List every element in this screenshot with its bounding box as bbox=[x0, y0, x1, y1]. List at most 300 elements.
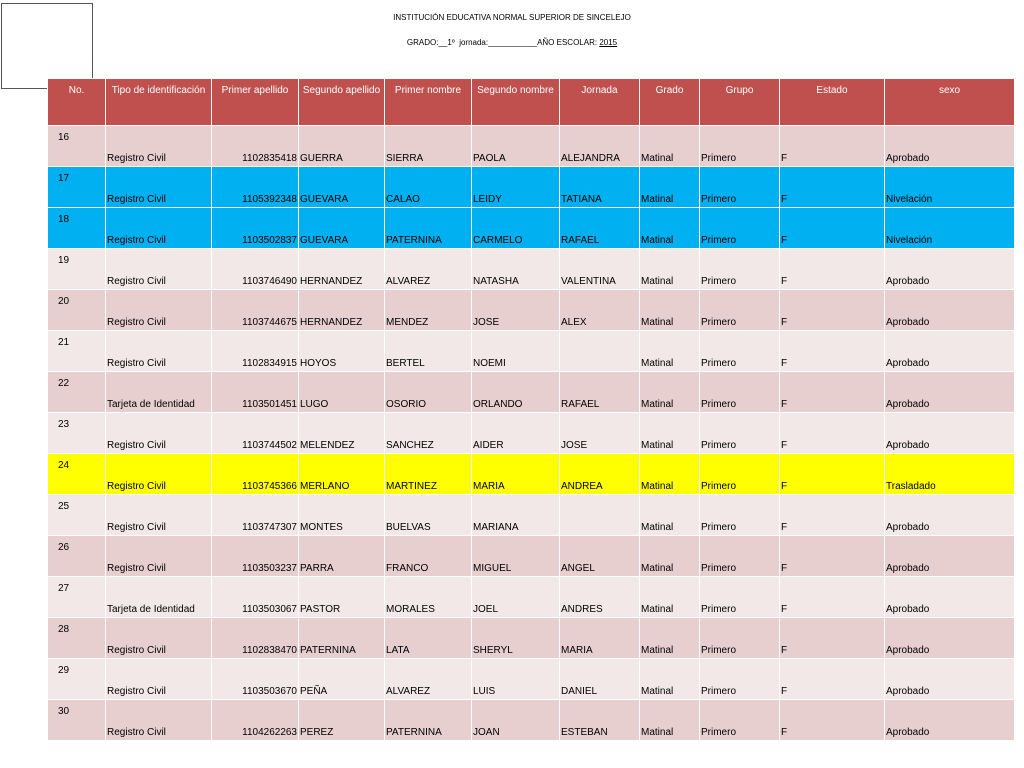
table-cell bbox=[700, 659, 780, 700]
grupo-value: F bbox=[781, 604, 788, 615]
id-number: 1103745366 bbox=[242, 481, 297, 492]
primer-apellido: GUEVARA bbox=[300, 194, 349, 205]
table-cell bbox=[780, 659, 885, 700]
table-cell bbox=[212, 167, 299, 208]
table-cell bbox=[212, 618, 299, 659]
col-header-estado: Estado bbox=[780, 79, 885, 126]
primer-nombre: JOSE bbox=[473, 317, 500, 328]
table-cell bbox=[700, 249, 780, 290]
grupo-value: F bbox=[781, 563, 788, 574]
table-cell bbox=[560, 700, 640, 741]
table-cell bbox=[212, 495, 299, 536]
table-cell bbox=[106, 331, 212, 372]
grupo-value: F bbox=[781, 686, 788, 697]
table-cell bbox=[299, 290, 385, 331]
table-cell bbox=[48, 126, 106, 167]
table-cell bbox=[106, 495, 212, 536]
id-number: 1103503067 bbox=[242, 604, 297, 615]
primer-nombre: JOEL bbox=[473, 604, 499, 615]
table-cell bbox=[700, 208, 780, 249]
table-cell bbox=[780, 372, 885, 413]
id-number: 1103746490 bbox=[242, 276, 297, 287]
table-cell bbox=[48, 700, 106, 741]
tipo-identificacion: Registro Civil bbox=[107, 276, 166, 287]
table-row bbox=[48, 372, 1015, 413]
grado-value: Primero bbox=[701, 153, 737, 164]
primer-nombre: PAOLA bbox=[473, 153, 506, 164]
table-cell bbox=[106, 413, 212, 454]
segundo-nombre: ANDRES bbox=[561, 604, 603, 615]
table-cell bbox=[299, 618, 385, 659]
table-cell bbox=[385, 126, 472, 167]
table-cell bbox=[780, 290, 885, 331]
primer-apellido: PARRA bbox=[300, 563, 334, 574]
table-cell bbox=[700, 577, 780, 618]
table-cell bbox=[385, 290, 472, 331]
table-row bbox=[48, 167, 1015, 208]
id-number: 1103503670 bbox=[242, 686, 297, 697]
table-cell bbox=[212, 454, 299, 495]
table-cell bbox=[640, 536, 700, 577]
segundo-apellido: BERTEL bbox=[386, 358, 425, 369]
table-cell bbox=[472, 618, 560, 659]
table-cell bbox=[885, 577, 1015, 618]
segundo-nombre: JOSE bbox=[561, 440, 588, 451]
segundo-nombre: ALEX bbox=[561, 317, 587, 328]
table-cell bbox=[299, 126, 385, 167]
jornada-value: Matinal bbox=[641, 276, 674, 287]
primer-nombre: MARIANA bbox=[473, 522, 519, 533]
row-number: 25 bbox=[58, 501, 70, 512]
grado-value: Primero bbox=[701, 604, 737, 615]
segundo-nombre: DANIEL bbox=[561, 686, 598, 697]
table-cell bbox=[106, 700, 212, 741]
table-cell bbox=[48, 659, 106, 700]
year-value: 2015 bbox=[599, 38, 618, 47]
table-cell bbox=[780, 167, 885, 208]
table-cell bbox=[385, 495, 472, 536]
row-number: 30 bbox=[58, 706, 70, 717]
table-cell bbox=[48, 577, 106, 618]
segundo-apellido: MORALES bbox=[386, 604, 435, 615]
segundo-nombre: MARIA bbox=[561, 645, 593, 656]
table-cell bbox=[385, 167, 472, 208]
grupo-value: F bbox=[781, 153, 788, 164]
jornada-value: Matinal bbox=[641, 645, 674, 656]
table-cell bbox=[885, 659, 1015, 700]
table-cell bbox=[885, 413, 1015, 454]
tipo-identificacion: Registro Civil bbox=[107, 194, 166, 205]
table-cell bbox=[640, 659, 700, 700]
table-row bbox=[48, 495, 1015, 536]
grupo-value: F bbox=[781, 358, 788, 369]
table-cell bbox=[212, 372, 299, 413]
tipo-identificacion: Registro Civil bbox=[107, 235, 166, 246]
estado-value: Nivelación bbox=[886, 194, 933, 205]
primer-apellido: GUEVARA bbox=[300, 235, 349, 246]
tipo-identificacion: Registro Civil bbox=[107, 645, 166, 656]
primer-apellido: MELENDEZ bbox=[300, 440, 355, 451]
table-cell bbox=[48, 331, 106, 372]
table-cell bbox=[299, 167, 385, 208]
row-number: 17 bbox=[58, 173, 70, 184]
primer-nombre: ORLANDO bbox=[473, 399, 523, 410]
grupo-value: F bbox=[781, 645, 788, 656]
grupo-value: F bbox=[781, 727, 788, 738]
grado-value: Primero bbox=[701, 194, 737, 205]
table-cell bbox=[48, 454, 106, 495]
table-cell bbox=[640, 126, 700, 167]
table-cell bbox=[299, 536, 385, 577]
table-cell bbox=[780, 208, 885, 249]
table-cell bbox=[560, 331, 640, 372]
primer-apellido: MERLANO bbox=[300, 481, 350, 492]
table-cell bbox=[106, 454, 212, 495]
table-cell bbox=[560, 618, 640, 659]
table-cell bbox=[106, 249, 212, 290]
estado-value: Aprobado bbox=[886, 604, 930, 615]
segundo-apellido: CALAO bbox=[386, 194, 420, 205]
table-cell bbox=[385, 454, 472, 495]
grado-value: Primero bbox=[701, 645, 737, 656]
primer-apellido: PATERNINA bbox=[300, 645, 356, 656]
table-cell bbox=[560, 413, 640, 454]
estado-value: Aprobado bbox=[886, 440, 930, 451]
estado-value: Trasladado bbox=[886, 481, 936, 492]
table-cell bbox=[212, 126, 299, 167]
estado-value: Nivelación bbox=[886, 235, 933, 246]
id-number: 1103503237 bbox=[242, 563, 297, 574]
tipo-identificacion: Registro Civil bbox=[107, 522, 166, 533]
table-cell bbox=[48, 249, 106, 290]
row-number: 26 bbox=[58, 542, 70, 553]
jornada-value: Matinal bbox=[641, 194, 674, 205]
table-cell bbox=[780, 126, 885, 167]
table-cell bbox=[48, 208, 106, 249]
table-cell bbox=[472, 536, 560, 577]
grade-value: 1º bbox=[447, 38, 455, 47]
table-cell bbox=[106, 126, 212, 167]
table-cell bbox=[299, 659, 385, 700]
table-cell bbox=[560, 659, 640, 700]
table-cell bbox=[106, 372, 212, 413]
grado-value: Primero bbox=[701, 399, 737, 410]
table-cell bbox=[299, 208, 385, 249]
year-label: AÑO ESCOLAR: bbox=[537, 38, 598, 47]
table-cell bbox=[212, 700, 299, 741]
table-cell bbox=[106, 290, 212, 331]
table-cell bbox=[385, 413, 472, 454]
grado-value: Primero bbox=[701, 686, 737, 697]
segundo-apellido: FRANCO bbox=[386, 563, 429, 574]
table-cell bbox=[472, 331, 560, 372]
table-cell bbox=[640, 454, 700, 495]
table-cell bbox=[560, 126, 640, 167]
table-cell bbox=[700, 536, 780, 577]
segundo-apellido: SIERRA bbox=[386, 153, 424, 164]
estado-value: Aprobado bbox=[886, 153, 930, 164]
table-cell bbox=[560, 167, 640, 208]
jornada-value: Matinal bbox=[641, 563, 674, 574]
id-number: 1103502837 bbox=[242, 235, 297, 246]
grupo-value: F bbox=[781, 235, 788, 246]
table-row bbox=[48, 331, 1015, 372]
table-cell bbox=[385, 372, 472, 413]
table-cell bbox=[299, 249, 385, 290]
row-number: 23 bbox=[58, 419, 70, 430]
col-header-grado: Grado bbox=[640, 79, 700, 126]
table-cell bbox=[885, 167, 1015, 208]
primer-nombre: MIGUEL bbox=[473, 563, 512, 574]
segundo-apellido: OSORIO bbox=[386, 399, 427, 410]
table-cell bbox=[700, 618, 780, 659]
table-cell bbox=[640, 495, 700, 536]
table-cell bbox=[299, 331, 385, 372]
segundo-nombre: ANDREA bbox=[561, 481, 603, 492]
table-header-row bbox=[48, 79, 1015, 126]
table-cell bbox=[885, 208, 1015, 249]
row-number: 27 bbox=[58, 583, 70, 594]
row-number: 20 bbox=[58, 296, 70, 307]
jornada-value: Matinal bbox=[641, 481, 674, 492]
table-cell bbox=[700, 331, 780, 372]
tipo-identificacion: Registro Civil bbox=[107, 440, 166, 451]
col-header-segundo-nombre: Segundo nombre bbox=[472, 79, 560, 126]
table-cell bbox=[780, 618, 885, 659]
tipo-identificacion: Tarjeta de Identidad bbox=[107, 399, 195, 410]
table-cell bbox=[560, 208, 640, 249]
estado-value: Aprobado bbox=[886, 645, 930, 656]
id-number: 1102838470 bbox=[242, 645, 297, 656]
table-cell bbox=[48, 413, 106, 454]
primer-apellido: HOYOS bbox=[300, 358, 337, 369]
table-cell bbox=[106, 208, 212, 249]
table-cell bbox=[700, 167, 780, 208]
segundo-nombre: RAFAEL bbox=[561, 235, 600, 246]
jornada-label: jornada: bbox=[459, 38, 489, 47]
col-header-jornada: Jornada bbox=[560, 79, 640, 126]
table-cell bbox=[885, 495, 1015, 536]
table-cell bbox=[48, 495, 106, 536]
table-cell bbox=[885, 700, 1015, 741]
table-cell bbox=[106, 577, 212, 618]
table-cell bbox=[472, 659, 560, 700]
grade-line bbox=[0, 38, 1024, 47]
table-cell bbox=[640, 413, 700, 454]
estado-value: Aprobado bbox=[886, 686, 930, 697]
primer-apellido: PEREZ bbox=[300, 727, 334, 738]
table-cell bbox=[472, 454, 560, 495]
row-number: 18 bbox=[58, 214, 70, 225]
id-number: 1102835418 bbox=[242, 153, 297, 164]
grupo-value: F bbox=[781, 317, 788, 328]
grado-value: Primero bbox=[701, 563, 737, 574]
primer-nombre: SHERYL bbox=[473, 645, 513, 656]
id-number: 1103744675 bbox=[242, 317, 297, 328]
id-number: 1103501451 bbox=[242, 399, 297, 410]
table-row bbox=[48, 413, 1015, 454]
table-cell bbox=[640, 167, 700, 208]
table-cell bbox=[385, 659, 472, 700]
primer-nombre: LUIS bbox=[473, 686, 496, 697]
table-cell bbox=[560, 290, 640, 331]
grado-value: Primero bbox=[701, 358, 737, 369]
estado-value: Aprobado bbox=[886, 317, 930, 328]
segundo-nombre: ESTEBAN bbox=[561, 727, 608, 738]
grado-value: Primero bbox=[701, 317, 737, 328]
id-number: 1103744502 bbox=[242, 440, 297, 451]
grupo-value: F bbox=[781, 440, 788, 451]
grupo-value: F bbox=[781, 522, 788, 533]
table-cell bbox=[472, 249, 560, 290]
table-cell bbox=[472, 167, 560, 208]
table-cell bbox=[472, 700, 560, 741]
table-row bbox=[48, 208, 1015, 249]
row-number: 19 bbox=[58, 255, 70, 266]
grupo-value: F bbox=[781, 399, 788, 410]
table-cell bbox=[48, 167, 106, 208]
table-cell bbox=[780, 700, 885, 741]
table-cell bbox=[640, 331, 700, 372]
table-cell bbox=[385, 536, 472, 577]
id-number: 1104262263 bbox=[242, 727, 297, 738]
table-cell bbox=[385, 331, 472, 372]
segundo-apellido: ALVAREZ bbox=[386, 276, 431, 287]
row-number: 16 bbox=[58, 132, 70, 143]
table-cell bbox=[299, 577, 385, 618]
segundo-apellido: LATA bbox=[386, 645, 410, 656]
table-cell bbox=[885, 290, 1015, 331]
col-header-primer-nombre: Primer nombre bbox=[385, 79, 472, 126]
table-cell bbox=[885, 454, 1015, 495]
table-cell bbox=[885, 536, 1015, 577]
primer-apellido: PASTOR bbox=[300, 604, 341, 615]
table-cell bbox=[106, 659, 212, 700]
table-cell bbox=[48, 290, 106, 331]
id-number: 1105392348 bbox=[242, 194, 297, 205]
segundo-apellido: MARTINEZ bbox=[386, 481, 437, 492]
primer-apellido: GUERRA bbox=[300, 153, 343, 164]
table-cell bbox=[700, 126, 780, 167]
segundo-apellido: PATERNINA bbox=[386, 727, 442, 738]
primer-apellido: HERNANDEZ bbox=[300, 276, 363, 287]
table-cell bbox=[700, 700, 780, 741]
table-cell bbox=[212, 290, 299, 331]
table-cell bbox=[780, 577, 885, 618]
table-cell bbox=[885, 331, 1015, 372]
table-cell bbox=[212, 577, 299, 618]
table-row bbox=[48, 577, 1015, 618]
table-row bbox=[48, 659, 1015, 700]
table-row bbox=[48, 700, 1015, 741]
table-cell bbox=[385, 249, 472, 290]
table-row bbox=[48, 249, 1015, 290]
tipo-identificacion: Registro Civil bbox=[107, 686, 166, 697]
table-cell bbox=[212, 413, 299, 454]
segundo-nombre: ANGEL bbox=[561, 563, 595, 574]
primer-apellido: MONTES bbox=[300, 522, 343, 533]
grado-value: Primero bbox=[701, 235, 737, 246]
segundo-apellido: MENDEZ bbox=[386, 317, 429, 328]
jornada-value: Matinal bbox=[641, 522, 674, 533]
table-cell bbox=[780, 413, 885, 454]
tipo-identificacion: Registro Civil bbox=[107, 563, 166, 574]
table-cell bbox=[780, 536, 885, 577]
tipo-identificacion: Registro Civil bbox=[107, 317, 166, 328]
table-cell bbox=[700, 372, 780, 413]
table-cell bbox=[472, 577, 560, 618]
jornada-value: Matinal bbox=[641, 686, 674, 697]
row-number: 22 bbox=[58, 378, 70, 389]
table-cell bbox=[700, 495, 780, 536]
student-table bbox=[47, 78, 1015, 741]
col-header-segundo-apellido: Segundo apellido bbox=[299, 79, 385, 126]
table-cell bbox=[780, 454, 885, 495]
table-cell bbox=[212, 536, 299, 577]
table-row bbox=[48, 290, 1015, 331]
table-cell bbox=[106, 536, 212, 577]
table-cell bbox=[48, 618, 106, 659]
table-cell bbox=[780, 331, 885, 372]
grado-value: Primero bbox=[701, 276, 737, 287]
grado-value: Primero bbox=[701, 481, 737, 492]
col-header-tipo: Tipo de identificación bbox=[106, 79, 212, 126]
table-cell bbox=[385, 618, 472, 659]
jornada-value: Matinal bbox=[641, 317, 674, 328]
primer-nombre: MARIA bbox=[473, 481, 505, 492]
primer-nombre: NATASHA bbox=[473, 276, 519, 287]
table-cell bbox=[472, 495, 560, 536]
jornada-value: Matinal bbox=[641, 399, 674, 410]
table-cell bbox=[299, 454, 385, 495]
row-number: 29 bbox=[58, 665, 70, 676]
table-cell bbox=[212, 659, 299, 700]
primer-apellido: HERNANDEZ bbox=[300, 317, 363, 328]
id-number: 1103747307 bbox=[242, 522, 297, 533]
table-cell bbox=[560, 495, 640, 536]
grado-value: Primero bbox=[701, 440, 737, 451]
segundo-nombre: RAFAEL bbox=[561, 399, 600, 410]
table-cell bbox=[472, 372, 560, 413]
table-cell bbox=[212, 331, 299, 372]
table-cell bbox=[885, 618, 1015, 659]
table-cell bbox=[640, 372, 700, 413]
table-cell bbox=[640, 249, 700, 290]
row-number: 24 bbox=[58, 460, 70, 471]
table-cell bbox=[885, 372, 1015, 413]
table-cell bbox=[560, 454, 640, 495]
table-cell bbox=[560, 372, 640, 413]
table-row bbox=[48, 536, 1015, 577]
col-header-sexo: sexo bbox=[885, 79, 1015, 126]
segundo-apellido: PATERNINA bbox=[386, 235, 442, 246]
table-cell bbox=[472, 126, 560, 167]
table-cell bbox=[560, 536, 640, 577]
table-cell bbox=[560, 577, 640, 618]
tipo-identificacion: Tarjeta de Identidad bbox=[107, 604, 195, 615]
tipo-identificacion: Registro Civil bbox=[107, 481, 166, 492]
table-cell bbox=[700, 454, 780, 495]
primer-nombre: CARMELO bbox=[473, 235, 523, 246]
table-cell bbox=[299, 372, 385, 413]
table-row bbox=[48, 618, 1015, 659]
primer-apellido: LUGO bbox=[300, 399, 329, 410]
table-cell bbox=[106, 167, 212, 208]
grado-value: Primero bbox=[701, 727, 737, 738]
estado-value: Aprobado bbox=[886, 276, 930, 287]
table-cell bbox=[212, 208, 299, 249]
jornada-value: Matinal bbox=[641, 727, 674, 738]
